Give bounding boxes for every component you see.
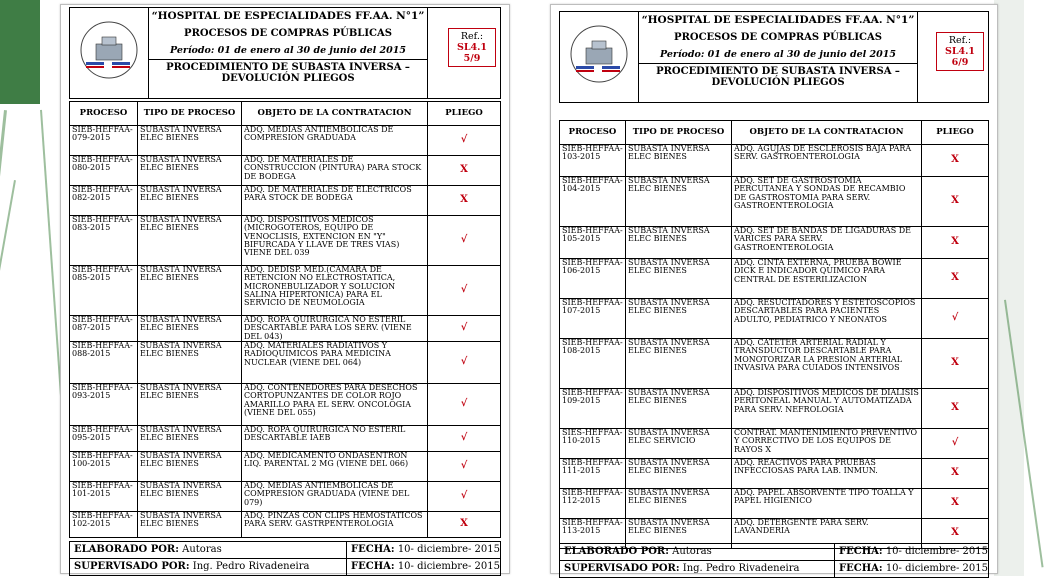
cell-objeto: ADQ. DETERGENTE PARA SERV. LAVANDERIA — [732, 519, 922, 549]
cell-objeto: ADQ. DE MATERIALES DE CONSTRUCCION (PINTURA) PARA STOCK DE BODEGA — [242, 156, 428, 186]
cell-proceso: SIEB-HEFFAA-111-2015 — [560, 459, 626, 489]
table-row — [70, 482, 501, 512]
supervisado-label: SUPERVISADO POR: — [74, 561, 190, 572]
col-header-proceso: PROCESO — [560, 121, 626, 145]
cell-pliego: √ — [428, 342, 501, 384]
table-row — [560, 429, 989, 459]
cell-objeto: ADQ. ROPA QUIRURGICA NO ESTERIL DESCARTABLE PARA LOS SERV. (VIENE DEL 043) — [242, 316, 428, 342]
table-row — [70, 126, 501, 156]
cell-objeto: ADQ. ROPA QUIRURGICA NO ESTERIL DESCARTABLE IAEB — [242, 426, 428, 452]
footer-row-elaborado — [560, 544, 988, 561]
table-row — [560, 489, 989, 519]
cell-objeto: ADQ. MEDIAS ANTIEMBOLICAS DE COMPRESION GRADUADA — [242, 126, 428, 156]
col-header-tipo: TIPO DE PROCESO — [138, 102, 242, 126]
col-header-proceso: PROCESO — [70, 102, 138, 126]
cell-objeto: ADQ. DEDISP. MED.(CAMARA DE RETENCION NO ELECTROSTATICA, MICRONEBULIZADOR Y SOLUCION SALINA HIPERTONICA) PARA EL SERVICIO DE NEUMOLOGIA — [242, 266, 428, 316]
cell-tipo: SUBASTA INVERSA ELEC BIENES — [138, 482, 242, 512]
cell-tipo: SUBASTA INVERSA ELEC BIENES — [138, 266, 242, 316]
cell-objeto: ADQ. RESUCITADORES Y ESTETOSCOPIOS DESCARTABLES PARA PACIENTES ADULTO, PEDIATRICO Y NEONATOS — [732, 299, 922, 339]
cell-objeto: ADQ. PINZAS CON CLIPS HEMOSTATICOS PARA SERV. GASTRPENTEROLOGIA — [242, 512, 428, 538]
cell-proceso: SIEB-HEFFAA-100-2015 — [70, 452, 138, 482]
elaborado-value: Autoras — [672, 546, 712, 557]
procurement-table — [69, 101, 501, 538]
cell-objeto: ADQ. PAPEL ABSORVENTE TIPO TOALLA Y PAPEL HIGIENICO — [732, 489, 922, 519]
table-row — [70, 384, 501, 426]
period-text: Período: 01 de enero al 30 de junio del 2015 — [660, 49, 896, 60]
col-header-objeto: OBJETO DE LA CONTRATACION — [732, 121, 922, 145]
cell-pliego: √ — [428, 316, 501, 342]
cell-proceso: SIEB-HEFFAA-088-2015 — [70, 342, 138, 384]
cell-pliego: X — [922, 227, 989, 259]
cell-pliego: √ — [428, 266, 501, 316]
hospital-name: “HOSPITAL DE ESPECIALIDADES FF.AA. N°1” — [151, 10, 425, 22]
fecha-value: 10- diciembre- 2015 — [397, 561, 500, 572]
cell-pliego: X — [922, 489, 989, 519]
cell-proceso: SIEB-HEFFAA-093-2015 — [70, 384, 138, 426]
cell-proceso: SIEB-HEFFAA-104-2015 — [560, 177, 626, 227]
cell-proceso: SIEB-HEFFAA-085-2015 — [70, 266, 138, 316]
cell-tipo: SUBASTA INVERSA ELEC BIENES — [626, 389, 732, 429]
reference-box — [448, 28, 496, 67]
cell-pliego: X — [922, 145, 989, 177]
cell-tipo: SUBASTA INVERSA ELEC BIENES — [626, 489, 732, 519]
cell-tipo: SUBASTA INVERSA ELEC BIENES — [138, 126, 242, 156]
cell-tipo: SUBASTA INVERSA ELEC BIENES — [138, 426, 242, 452]
cell-objeto: ADQ. DE MATERIALES DE ELECTRICOS PARA STOCK DE BODEGA — [242, 186, 428, 216]
footer-row-supervisado — [70, 559, 500, 575]
elaborado-value: Autoras — [182, 544, 222, 555]
cell-objeto: ADQ. DISPOSITIVOS MEDICOS (MICROGOTEROS, EQUIPO DE VENOCLISIS, EXTENCION EN "Y" BIFURCADA Y LLAVE DE TRES VIAS) VIENE DEL 039 — [242, 216, 428, 266]
slide-decor-stripe — [0, 180, 16, 564]
reference-box — [936, 32, 984, 71]
ref-label: Ref.: — [460, 31, 484, 42]
cell-objeto: ADQ. MEDICAMENTO ONDASENTRON LIQ. PARENTAL 2 MG (VIENE DEL 066) — [242, 452, 428, 482]
header-titles — [148, 8, 428, 98]
cell-pliego: √ — [428, 384, 501, 426]
table-row — [70, 266, 501, 316]
ref-code: SL4.1 — [456, 42, 488, 53]
cell-tipo: SUBASTA INVERSA ELEC BIENES — [626, 519, 732, 549]
cell-proceso: SIEB-HEFFAA-101-2015 — [70, 482, 138, 512]
signature-footer — [69, 541, 501, 576]
col-header-tipo: TIPO DE PROCESO — [626, 121, 732, 145]
cell-tipo: SUBASTA INVERSA ELEC BIENES — [626, 259, 732, 299]
table-row — [70, 512, 501, 538]
cell-tipo: SUBASTA INVERSA ELEC SERVICIO — [626, 429, 732, 459]
cell-proceso: SIEB-HEFFAA-083-2015 — [70, 216, 138, 266]
cell-pliego: X — [922, 259, 989, 299]
table-row — [560, 145, 989, 177]
table-header-row — [70, 102, 501, 126]
table-row — [70, 316, 501, 342]
procedure-title-line1: PROCEDIMIENTO DE SUBASTA INVERSA – — [149, 59, 427, 73]
slide-side-panel — [994, 0, 1024, 576]
cell-objeto: ADQ. SET DE BANDAS DE LIGADURAS DE VARICES PARA SERV. GASTROENTEROLOGIA — [732, 227, 922, 259]
col-header-objeto: OBJETO DE LA CONTRATACION — [242, 102, 428, 126]
cell-pliego: X — [922, 519, 989, 549]
process-title: PROCESOS DE COMPRAS PÚBLICAS — [184, 28, 392, 39]
cell-tipo: SUBASTA INVERSA ELEC BIENES — [138, 216, 242, 266]
cell-proceso: SIEB-HEFFAA-112-2015 — [560, 489, 626, 519]
cell-objeto: ADQ. CONTENEDORES PARA DESECHOS CORTOPUNZANTES DE COLOR ROJO AMARILLO PARA EL SERV. ONCOLOGIA (VIENE DEL 055) — [242, 384, 428, 426]
cell-tipo: SUBASTA INVERSA ELEC BIENES — [138, 384, 242, 426]
cell-tipo: SUBASTA INVERSA ELEC BIENES — [626, 339, 732, 389]
cell-proceso: SIEB-HEFFAA-107-2015 — [560, 299, 626, 339]
cell-proceso: SIEB-HEFFAA-082-2015 — [70, 186, 138, 216]
cell-proceso: SIEB-HEFFAA-108-2015 — [560, 339, 626, 389]
table-row — [560, 339, 989, 389]
cell-tipo: SUBASTA INVERSA ELEC BIENES — [138, 342, 242, 384]
fecha-label: FECHA: — [351, 544, 395, 555]
cell-proceso: SIEB-HEFFAA-113-2015 — [560, 519, 626, 549]
cell-objeto: ADQ. CATETER ARTERIAL RADIAL Y TRANSDUCTOR DESCARTABLE PARA MONOTORIZAR LA PRESION ARTERIAL INVASIVA PARA CUIADOS INTENSIVOS — [732, 339, 922, 389]
cell-tipo: SUBASTA INVERSA ELEC BIENES — [626, 227, 732, 259]
table-row — [70, 156, 501, 186]
cell-objeto: ADQ. DISPOSITIVOS MEDICOS DE DIALISIS PERITONEAL MANUAL Y AUTOMATIZADA PARA SERV. NEFROLOGIA — [732, 389, 922, 429]
table-header-row — [560, 121, 989, 145]
elaborado-label: ELABORADO POR: — [564, 546, 669, 557]
cell-tipo: SUBASTA INVERSA ELEC BIENES — [626, 145, 732, 177]
footer-row-elaborado — [70, 542, 500, 559]
cell-objeto: ADQ. CINTA EXTERNA, PRUEBA BOWIE DICK E INDICADOR QUIMICO PARA CENTRAL DE ESTERILIZACION — [732, 259, 922, 299]
cell-pliego: X — [922, 459, 989, 489]
cell-proceso: SIEB-HEFFAA-095-2015 — [70, 426, 138, 452]
cell-pliego: √ — [428, 126, 501, 156]
signature-footer — [559, 543, 989, 578]
fecha-value: 10- diciembre- 2015 — [397, 544, 500, 555]
elaborado-label: ELABORADO POR: — [74, 544, 179, 555]
cell-pliego: √ — [428, 452, 501, 482]
hospital-name: “HOSPITAL DE ESPECIALIDADES FF.AA. N°1” — [641, 14, 915, 26]
cell-tipo: SUBASTA INVERSA ELEC BIENES — [626, 459, 732, 489]
cell-pliego: X — [922, 389, 989, 429]
cell-objeto: ADQ. AGUJAS DE ESCLEROSIS BAJA PARA SERV. GASTROENTEROLOGIA — [732, 145, 922, 177]
procedure-title-line2: DEVOLUCIÓN PLIEGOS — [711, 77, 845, 88]
cell-tipo: SUBASTA INVERSA ELEC BIENES — [626, 177, 732, 227]
col-header-pliego: PLIEGO — [922, 121, 989, 145]
cell-objeto: ADQ. REACTIVOS PARA PRUEBAS INFECCIOSAS PARA LAB. INMUN. — [732, 459, 922, 489]
table-row — [560, 227, 989, 259]
cell-tipo: SUBASTA INVERSA ELEC BIENES — [138, 316, 242, 342]
cell-tipo: SUBASTA INVERSA ELEC BIENES — [138, 512, 242, 538]
cell-tipo: SUBASTA INVERSA ELEC BIENES — [626, 299, 732, 339]
period-text: Período: 01 de enero al 30 de junio del 2015 — [170, 45, 406, 56]
ref-page: 6/9 — [951, 57, 969, 68]
cell-pliego: √ — [428, 482, 501, 512]
footer-row-supervisado — [560, 561, 988, 577]
page-header — [69, 7, 501, 99]
cell-pliego: √ — [922, 299, 989, 339]
cell-proceso: SIEB-HEFFAA-105-2015 — [560, 227, 626, 259]
cell-pliego: X — [922, 339, 989, 389]
page-header — [559, 11, 989, 103]
hospital-logo — [72, 10, 146, 96]
ref-page: 5/9 — [463, 53, 481, 64]
cell-objeto: ADQ. MATERIALES RADIATIVOS Y RADIOQUIMICOS PARA MEDICINA NUCLEAR (VIENE DEL 064) — [242, 342, 428, 384]
fecha-label: FECHA: — [839, 563, 883, 574]
cell-proceso: SIEB-HEFFAA-103-2015 — [560, 145, 626, 177]
cell-pliego: √ — [922, 429, 989, 459]
cell-pliego: X — [428, 186, 501, 216]
cell-proceso: SIEB-HEFFAA-087-2015 — [70, 316, 138, 342]
cell-objeto: ADQ. SET DE GASTROSTOMIA PERCUTANEA Y SONDAS DE RECAMBIO DE GASTROSTOMIA PARA SERV. GASTROENTEROLOGIA — [732, 177, 922, 227]
procedure-title-line2: DEVOLUCIÓN PLIEGOS — [221, 73, 355, 84]
cell-objeto: ADQ. MEDIAS ANTIEMBOLICAS DE COMPRESION GRADUADA (VIENE DEL 079) — [242, 482, 428, 512]
procurement-table — [559, 120, 989, 549]
table-row — [560, 389, 989, 429]
cell-pliego: √ — [428, 426, 501, 452]
cell-proceso: SIEB-HEFFAA-080-2015 — [70, 156, 138, 186]
header-titles — [638, 12, 918, 102]
cell-proceso: SIEB-HEFFAA-109-2015 — [560, 389, 626, 429]
table-row — [70, 216, 501, 266]
document-page-1 — [60, 4, 510, 574]
fecha-value: 10- diciembre- 2015 — [885, 563, 988, 574]
cell-proceso: SIEB-HEFFAA-106-2015 — [560, 259, 626, 299]
cell-pliego: X — [428, 512, 501, 538]
cell-tipo: SUBASTA INVERSA ELEC BIENES — [138, 186, 242, 216]
cell-pliego: √ — [428, 216, 501, 266]
cell-pliego: X — [428, 156, 501, 186]
table-row — [560, 177, 989, 227]
slide-decor-stripe — [0, 110, 7, 568]
supervisado-value: Ing. Pedro Rivadeneira — [192, 561, 310, 572]
hospital-logo — [562, 14, 636, 100]
table-row — [560, 259, 989, 299]
cell-pliego: X — [922, 177, 989, 227]
supervisado-label: SUPERVISADO POR: — [564, 563, 680, 574]
ref-code: SL4.1 — [944, 46, 976, 57]
cell-objeto: CONTRAT. MANTENIMIENTO PREVENTIVO Y CORRECTIVO DE LOS EQUIPOS DE RAYOS X — [732, 429, 922, 459]
table-row — [70, 426, 501, 452]
procedure-title-line1: PROCEDIMIENTO DE SUBASTA INVERSA – — [639, 63, 917, 77]
ref-label: Ref.: — [948, 35, 972, 46]
table-row — [70, 452, 501, 482]
process-title: PROCESOS DE COMPRAS PÚBLICAS — [674, 32, 882, 43]
cell-tipo: SUBASTA INVERSA ELEC BIENES — [138, 156, 242, 186]
cell-proceso: SIEB-HEFFAA-102-2015 — [70, 512, 138, 538]
document-page-2 — [550, 4, 998, 574]
fecha-label: FECHA: — [839, 546, 883, 557]
table-row — [70, 342, 501, 384]
fecha-label: FECHA: — [351, 561, 395, 572]
slide-accent-block — [0, 0, 40, 104]
table-row — [70, 186, 501, 216]
fecha-value: 10- diciembre- 2015 — [885, 546, 988, 557]
table-row — [560, 299, 989, 339]
table-row — [560, 459, 989, 489]
cell-proceso: SIES-HEFFAA-110-2015 — [560, 429, 626, 459]
cell-proceso: SIEB-HEFFAA-079-2015 — [70, 126, 138, 156]
supervisado-value: Ing. Pedro Rivadeneira — [682, 563, 800, 574]
col-header-pliego: PLIEGO — [428, 102, 501, 126]
cell-tipo: SUBASTA INVERSA ELEC BIENES — [138, 452, 242, 482]
